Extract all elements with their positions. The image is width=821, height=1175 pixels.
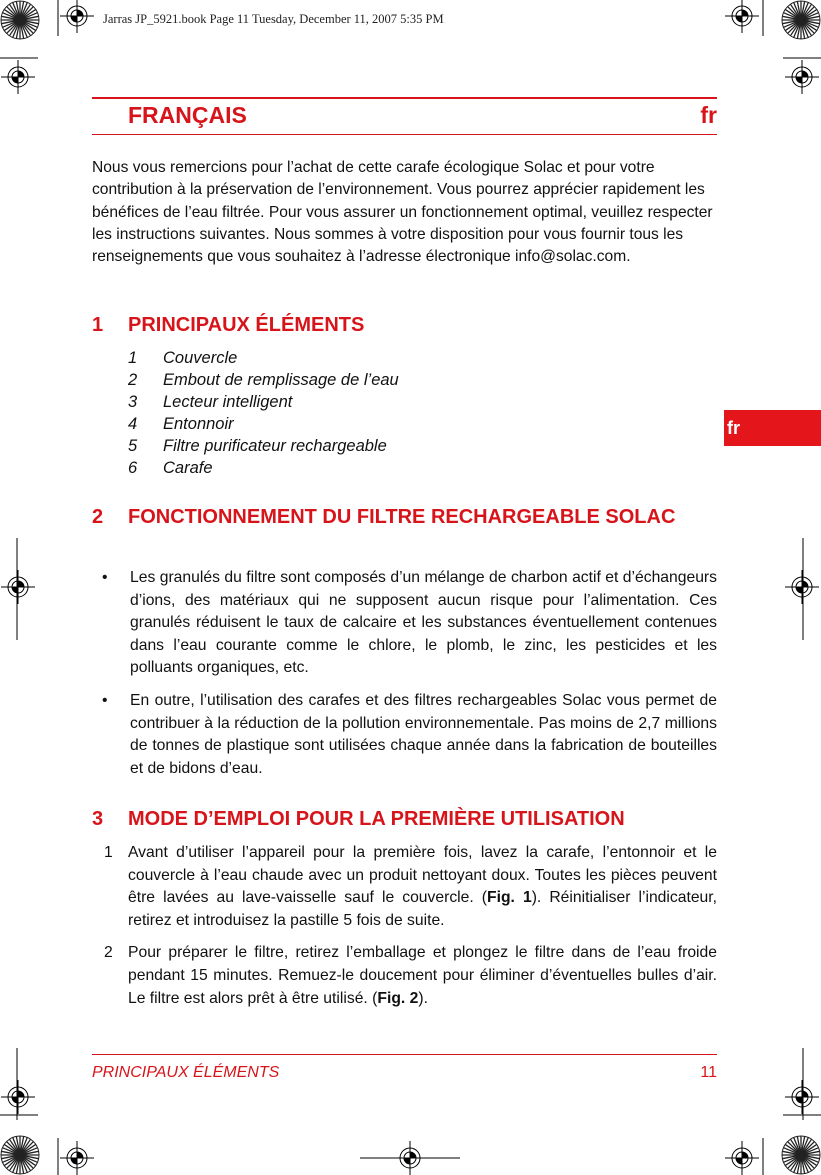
list-item — [128, 391, 399, 413]
figure-reference: Fig. 2 — [377, 989, 419, 1007]
list-item — [100, 842, 717, 932]
section-1-heading — [92, 312, 722, 339]
section-title: FONCTIONNEMENT DU FILTRE RECHARGEABLE SOLAC — [128, 506, 676, 528]
list-item — [100, 567, 717, 680]
section-number: 1 — [92, 314, 104, 336]
list-item — [128, 347, 399, 369]
parts-list — [128, 347, 399, 479]
part-label: Embout de remplissage de l’eau — [163, 371, 399, 389]
part-label: Lecteur intelligent — [163, 393, 293, 411]
part-label: Filtre purificateur rechargeable — [163, 437, 387, 455]
page-title: FRANÇAIS — [128, 102, 247, 128]
language-side-tab: fr — [724, 410, 821, 446]
step-text: Avant d’utiliser l’appareil pour la première fois, lavez la carafe, l’entonnoir et le couvercle à l’eau chaude avec un produit nettoyant doux. Toutes les pièces peuvent être lavées au lave-vaisselle sauf le couvercle. (Fig. 1). Réinitialiser l’indicateur, retirez et introduisez la pastille 5 fois de suite. — [128, 844, 717, 929]
section-title: PRINCIPAUX ÉLÉMENTS — [128, 314, 365, 336]
header-bottom-rule — [92, 134, 717, 135]
list-item — [100, 942, 717, 1010]
usage-steps — [100, 842, 717, 1020]
language-code: fr — [700, 102, 717, 128]
bullet-icon: • — [102, 569, 108, 586]
print-info: Jarras JP_5921.book Page 11 Tuesday, December 11, 2007 5:35 PM — [103, 12, 444, 26]
section-title: MODE D’EMPLOI POUR LA PREMIÈRE UTILISATION — [128, 808, 625, 830]
part-label: Carafe — [163, 459, 213, 477]
step-number: 1 — [104, 844, 113, 861]
footer-rule — [92, 1054, 717, 1055]
list-item — [100, 690, 717, 780]
part-number: 4 — [128, 415, 138, 433]
step-text: Pour préparer le filtre, retirez l’emballage et plongez le filtre dans de l’eau froide pendant 15 minutes. Remuez-le doucement pour éliminer d’éventuelles bulles d’air. Le filtre est alors prêt à être utilisé. (Fig. 2). — [128, 944, 717, 1007]
list-item — [128, 457, 399, 479]
step-number: 2 — [104, 944, 113, 962]
bullet-icon: • — [102, 691, 108, 709]
section-2-heading — [92, 504, 722, 558]
list-item — [128, 413, 399, 435]
part-number: 3 — [128, 393, 138, 411]
section-3-heading — [92, 806, 722, 833]
header-top-rule — [92, 97, 717, 99]
figure-reference: Fig. 1 — [487, 889, 532, 907]
part-number: 1 — [128, 349, 138, 367]
part-label: Entonnoir — [163, 415, 234, 433]
list-item — [128, 435, 399, 457]
list-item — [128, 369, 399, 391]
feature-bullets — [100, 567, 717, 790]
section-number: 2 — [92, 506, 104, 528]
bullet-text: Les granulés du filtre sont composés d’un mélange de charbon actif et d’échangeurs d’ions, des matériaux qui ne supposent aucun risque pour l’alimentation. Ces granulés réduisent le taux de calcaire et les substances éventuellement contenues dans l’eau courante comme le chlore, le plomb, le zinc, les pesticides et les polluants organiques, etc. — [130, 569, 717, 677]
section-number: 3 — [92, 808, 104, 830]
page-number: 11 — [700, 1064, 717, 1081]
footer-section-name: PRINCIPAUX ÉLÉMENTS — [92, 1064, 280, 1081]
part-number: 2 — [128, 371, 138, 389]
part-label: Couvercle — [163, 349, 238, 367]
intro-paragraph: Nous vous remercions pour l’achat de cette carafe écologique Solac et pour votre contribution à la préservation de l’environnement. Vous pourrez apprécier rapidement les bénéfices de l’eau filtrée. Pour vous assurer un fonctionnement optimal, veuillez respecter les instructions suivantes. Nous sommes à votre disposition pour vous fournir tous les renseignements que vous souhaitez à l’adresse électronique info@solac.com. — [92, 159, 713, 266]
part-number: 5 — [128, 437, 138, 455]
part-number: 6 — [128, 459, 138, 477]
bullet-text: En outre, l’utilisation des carafes et des filtres rechargeables Solac vous permet de contribuer à la réduction de la pollution environnementale. Pas moins de 2,7 millions de tonnes de plastique sont utilisées chaque année dans la fabrication de bouteilles et de bidons d’eau. — [130, 691, 717, 777]
